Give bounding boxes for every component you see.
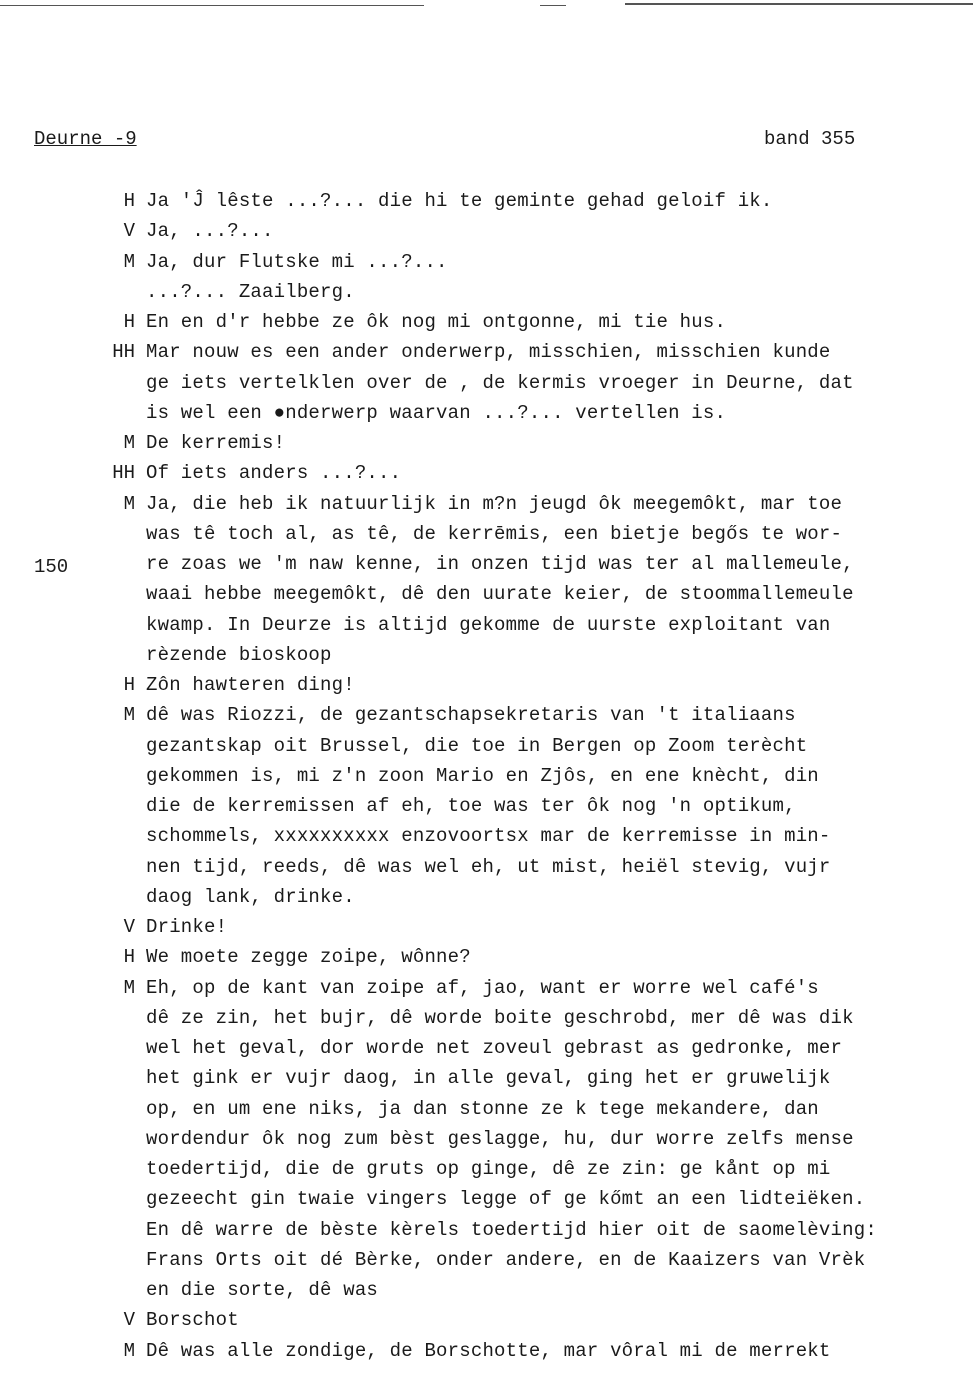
transcript-line: re zoas we 'm naw kenne, in onzen tijd was ter al mallemeule, <box>146 553 854 575</box>
transcript-line: De kerremis! <box>146 432 286 454</box>
transcript-line: kwamp. In Deurze is altijd gekomme de uurste exploitant van <box>146 614 831 636</box>
transcript-line: ge iets vertelklen over de , de kermis vroeger in Deurne, dat <box>146 372 854 394</box>
speaker-label: M <box>123 977 135 999</box>
transcript-line: En en d'r hebbe ze ôk nog mi ontgonne, mi tie hus. <box>146 311 727 333</box>
transcript-line: wordendur ôk nog zum bèst geslagge, hu, dur worre zelfs mense <box>146 1128 854 1150</box>
speaker-label: H <box>123 946 135 968</box>
scan-rule-mid <box>540 5 566 6</box>
speaker-label: H <box>123 190 135 212</box>
transcript-line: dê was Riozzi, de gezantschapsekretaris van 't italiaans <box>146 704 796 726</box>
scan-rule-left <box>0 5 424 6</box>
transcript-line: Ja, ...?... <box>146 220 274 242</box>
transcript-line: op, en um ene niks, ja dan stonne ze k tege mekandere, dan <box>146 1098 819 1120</box>
transcript-line: waai hebbe meegemôkt, dê den uurate keier, de stoommallemeule <box>146 583 854 605</box>
transcript-line: Drinke! <box>146 916 228 938</box>
transcript-line: Ja, die heb ik natuurlijk in m?n jeugd ôk meegemôkt, mar toe <box>146 493 843 515</box>
transcript-line: Borschot <box>146 1309 239 1331</box>
transcript-line: Of iets anders ...?... <box>146 462 402 484</box>
transcript-line: Ja, dur Flutske mi ...?... <box>146 251 448 273</box>
transcript-line: gekommen is, mi z'n zoon Mario en Zjôs, en ene knècht, din <box>146 765 819 787</box>
speaker-label: M <box>123 251 135 273</box>
transcript-line: die de kerremissen af eh, toe was ter ôk nog 'n optikum, <box>146 795 796 817</box>
transcript-line: Mar nouw es een ander onderwerp, misschien, misschien kunde <box>146 341 831 363</box>
transcript-line: en die sorte, dê was <box>146 1279 379 1301</box>
line-number-margin: 150 <box>34 556 69 578</box>
speaker-label: H <box>123 311 135 333</box>
transcript-line: schommels, xxxxxxxxxx enzovoortsx mar de kerremisse in min- <box>146 825 831 847</box>
speaker-label: HH <box>112 341 135 363</box>
transcript-line: Dê was alle zondige, de Borschotte, mar vôral mi de merrekt <box>146 1340 831 1362</box>
speaker-label: M <box>123 1340 135 1362</box>
speaker-label: M <box>123 704 135 726</box>
transcript-line: gezeecht gin twaie vingers legge of ge kőmt an een lidteiëken. <box>146 1188 866 1210</box>
speaker-label: V <box>123 220 135 242</box>
transcript-line: dê ze zin, het bujr, dê worde boite geschrobd, mer dê was dik <box>146 1007 854 1029</box>
transcript-line: toedertijd, die de gruts op ginge, dê ze zin: ge kånt op mi <box>146 1158 831 1180</box>
speaker-label: V <box>123 1309 135 1331</box>
speaker-label: M <box>123 432 135 454</box>
transcript-line: wel het geval, dor worde net zoveul gebrast as gedronke, mer <box>146 1037 843 1059</box>
transcript-line: En dê warre de bèste kèrels toedertijd hier oit de saomelèving: <box>146 1219 877 1241</box>
speaker-label: H <box>123 674 135 696</box>
page-header-title: Deurne -9 <box>34 128 137 150</box>
transcript-line: is wel een ●nderwerp waarvan ...?... vertellen is. <box>146 402 727 424</box>
transcript-line: rèzende bioskoop <box>146 644 332 666</box>
transcript-line: was tê toch al, as tê, de kerrēmis, een bietje begős te wor- <box>146 523 843 545</box>
speaker-label: HH <box>112 462 135 484</box>
speaker-label: V <box>123 916 135 938</box>
speaker-label: M <box>123 493 135 515</box>
transcript-line: ...?... Zaailberg. <box>146 281 355 303</box>
transcript-line: Eh, op de kant van zoipe af, jao, want er worre wel café's <box>146 977 819 999</box>
transcript-line: Frans Orts oit dé Bèrke, onder andere, en de Kaaizers van Vrèk <box>146 1249 866 1271</box>
transcript-line: Ja 'Ĵ lêste ...?... die hi te geminte gehad geloif ik. <box>146 190 773 212</box>
transcript-line: daog lank, drinke. <box>146 886 355 908</box>
transcript-line: het gink er vujr daog, in alle geval, ging het er gruwelijk <box>146 1067 831 1089</box>
page-header-band: band 355 <box>764 128 856 150</box>
transcript-line: gezantskap oit Brussel, die toe in Bergen op Zoom terècht <box>146 735 808 757</box>
transcript-line: We moete zegge zoipe, wônne? <box>146 946 471 968</box>
scan-rule-right <box>625 3 973 5</box>
transcript-line: nen tijd, reeds, dê was wel eh, ut mist, heiël stevig, vujr <box>146 856 831 878</box>
transcript-line: Zôn hawteren ding! <box>146 674 355 696</box>
